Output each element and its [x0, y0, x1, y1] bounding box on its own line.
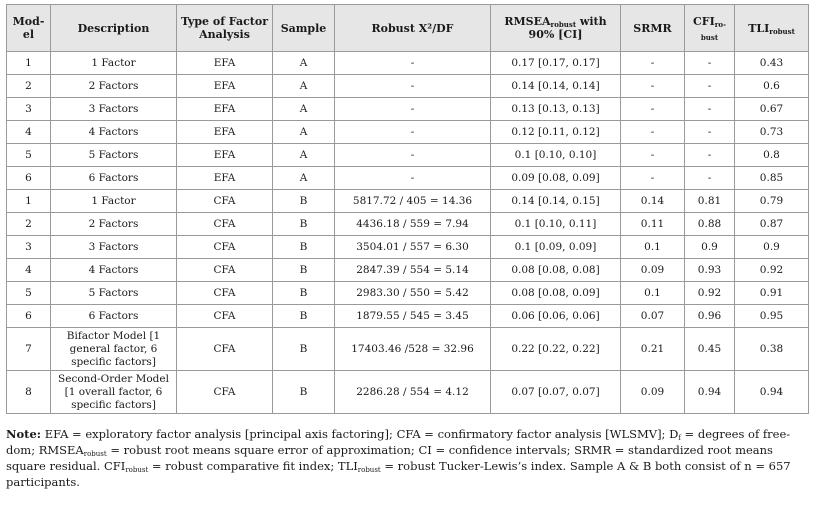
cell-tli: 0.91	[735, 282, 809, 305]
cell-type: CFA	[177, 328, 273, 371]
table-note	[6, 426, 808, 490]
cell-cfi: 0.93	[685, 259, 735, 282]
cell-model: 6	[7, 305, 51, 328]
cell-rmsea: 0.14 [0.14, 0.14]	[491, 75, 621, 98]
cell-cfi: 0.9	[685, 236, 735, 259]
cell-cfi: 0.45	[685, 328, 735, 371]
table-row	[7, 121, 809, 144]
table-body	[7, 52, 809, 414]
cell-chi-square-df: 4436.18 / 559 = 7.94	[335, 213, 491, 236]
cell-type: CFA	[177, 371, 273, 414]
cell-sample: B	[273, 328, 335, 371]
cell-model: 2	[7, 75, 51, 98]
cell-description: 2 Factors	[51, 75, 177, 98]
cell-description: 6 Factors	[51, 167, 177, 190]
cell-chi-square-df: 1879.55 / 545 = 3.45	[335, 305, 491, 328]
cell-tli: 0.9	[735, 236, 809, 259]
cell-type: EFA	[177, 121, 273, 144]
fit-indices-table-container	[6, 4, 808, 414]
header-rmsea	[491, 5, 621, 52]
cell-type: CFA	[177, 236, 273, 259]
cell-srmr: 0.09	[621, 259, 685, 282]
table-row	[7, 167, 809, 190]
cell-srmr: -	[621, 52, 685, 75]
note-text-2: = degrees of free-dom; RMSEA	[6, 427, 791, 457]
cell-sample: A	[273, 52, 335, 75]
cell-model: 2	[7, 213, 51, 236]
note-label: Note:	[6, 427, 42, 441]
cell-description: 1 Factor	[51, 190, 177, 213]
cell-cfi: -	[685, 75, 735, 98]
note-tli-sub: robust	[357, 466, 381, 474]
cell-rmsea: 0.1 [0.10, 0.11]	[491, 213, 621, 236]
cell-description: 4 Factors	[51, 259, 177, 282]
cell-description: Second-Order Model [1 overall factor, 6 specific factors]	[51, 371, 177, 414]
cell-chi-square-df: -	[335, 98, 491, 121]
cell-tli: 0.8	[735, 144, 809, 167]
cell-model: 1	[7, 52, 51, 75]
table-row	[7, 282, 809, 305]
cell-type: EFA	[177, 52, 273, 75]
cell-description: Bifactor Model [1 general factor, 6 specific factors]	[51, 328, 177, 371]
cell-description: 3 Factors	[51, 236, 177, 259]
cell-rmsea: 0.13 [0.13, 0.13]	[491, 98, 621, 121]
note-cfi-sub: robust	[125, 466, 149, 474]
header-sample: Sample	[273, 5, 335, 52]
cell-model: 4	[7, 121, 51, 144]
cell-rmsea: 0.07 [0.07, 0.07]	[491, 371, 621, 414]
cell-cfi: -	[685, 52, 735, 75]
header-tli-main: TLI	[748, 21, 770, 35]
table-header-row	[7, 5, 809, 52]
table-row	[7, 328, 809, 371]
cell-tli: 0.6	[735, 75, 809, 98]
cell-cfi: 0.81	[685, 190, 735, 213]
cell-model: 8	[7, 371, 51, 414]
cell-description: 3 Factors	[51, 98, 177, 121]
table-row	[7, 305, 809, 328]
table-row	[7, 371, 809, 414]
note-text-4: = robust comparative fit index; TLI	[148, 459, 358, 473]
note-rmsea-sub: robust	[83, 450, 107, 458]
cell-type: CFA	[177, 305, 273, 328]
cell-chi-square-df: 2983.30 / 550 = 5.42	[335, 282, 491, 305]
cell-sample: B	[273, 236, 335, 259]
cell-sample: A	[273, 167, 335, 190]
cell-tli: 0.43	[735, 52, 809, 75]
table-row	[7, 213, 809, 236]
cell-type: EFA	[177, 144, 273, 167]
cell-model: 5	[7, 282, 51, 305]
cell-chi-square-df: 3504.01 / 557 = 6.30	[335, 236, 491, 259]
table-row	[7, 98, 809, 121]
cell-srmr: 0.1	[621, 282, 685, 305]
cell-model: 5	[7, 144, 51, 167]
cell-description: 5 Factors	[51, 144, 177, 167]
header-rmsea-rest: with 90% [CI]	[528, 15, 607, 41]
cell-sample: B	[273, 259, 335, 282]
cell-sample: A	[273, 75, 335, 98]
cell-chi-square-df: 2286.28 / 554 = 4.12	[335, 371, 491, 414]
cell-cfi: -	[685, 144, 735, 167]
cell-description: 4 Factors	[51, 121, 177, 144]
cell-cfi: 0.88	[685, 213, 735, 236]
cell-description: 6 Factors	[51, 305, 177, 328]
cell-cfi: -	[685, 167, 735, 190]
cell-srmr: 0.14	[621, 190, 685, 213]
cell-sample: B	[273, 190, 335, 213]
cell-srmr: -	[621, 98, 685, 121]
cell-type: EFA	[177, 167, 273, 190]
cell-tli: 0.85	[735, 167, 809, 190]
cell-tli: 0.73	[735, 121, 809, 144]
cell-srmr: -	[621, 75, 685, 98]
cell-description: 2 Factors	[51, 213, 177, 236]
cell-type: CFA	[177, 259, 273, 282]
cell-model: 7	[7, 328, 51, 371]
table-row	[7, 190, 809, 213]
cell-sample: B	[273, 305, 335, 328]
table-row	[7, 144, 809, 167]
cell-sample: A	[273, 121, 335, 144]
cell-sample: A	[273, 98, 335, 121]
cell-srmr: 0.1	[621, 236, 685, 259]
cell-sample: B	[273, 282, 335, 305]
cell-cfi: 0.94	[685, 371, 735, 414]
cell-type: EFA	[177, 75, 273, 98]
cell-chi-square-df: 5817.72 / 405 = 14.36	[335, 190, 491, 213]
cell-chi-square-df: -	[335, 52, 491, 75]
cell-model: 6	[7, 167, 51, 190]
cell-description: 5 Factors	[51, 282, 177, 305]
header-model: Mod-el	[7, 5, 51, 52]
cell-sample: A	[273, 144, 335, 167]
note-text-1: EFA = exploratory factor analysis [principal axis factoring]; CFA = confirmatory factor analysis [WLSMV]; D	[41, 427, 679, 441]
table-row	[7, 259, 809, 282]
cell-rmsea: 0.08 [0.08, 0.09]	[491, 282, 621, 305]
cell-cfi: 0.96	[685, 305, 735, 328]
note-text-3: = robust root means square error of approximation; CI = confidence intervals; SRMR = standardized root means square residual. CFI	[6, 443, 773, 473]
header-cfi-sub: ro-bust	[700, 20, 726, 42]
cell-sample: B	[273, 213, 335, 236]
table-row	[7, 236, 809, 259]
cell-rmsea: 0.06 [0.06, 0.06]	[491, 305, 621, 328]
cell-chi-square-df: 17403.46 /528 = 32.96	[335, 328, 491, 371]
cell-rmsea: 0.17 [0.17, 0.17]	[491, 52, 621, 75]
cell-srmr: 0.21	[621, 328, 685, 371]
cell-description: 1 Factor	[51, 52, 177, 75]
header-chi: Robust X²/DF	[335, 5, 491, 52]
cell-srmr: 0.07	[621, 305, 685, 328]
header-tli-sub: robust	[769, 26, 795, 36]
cell-chi-square-df: -	[335, 144, 491, 167]
note-df-sub: f	[678, 434, 681, 442]
cell-tli: 0.79	[735, 190, 809, 213]
cell-rmsea: 0.09 [0.08, 0.09]	[491, 167, 621, 190]
cell-rmsea: 0.14 [0.14, 0.15]	[491, 190, 621, 213]
cell-tli: 0.92	[735, 259, 809, 282]
cell-sample: B	[273, 371, 335, 414]
cell-srmr: -	[621, 121, 685, 144]
cell-model: 3	[7, 236, 51, 259]
cell-type: CFA	[177, 213, 273, 236]
cell-cfi: 0.92	[685, 282, 735, 305]
cell-rmsea: 0.1 [0.10, 0.10]	[491, 144, 621, 167]
cell-cfi: -	[685, 121, 735, 144]
cell-tli: 0.87	[735, 213, 809, 236]
header-cfi-main: CFI	[693, 15, 715, 28]
cell-tli: 0.38	[735, 328, 809, 371]
cell-srmr: 0.11	[621, 213, 685, 236]
header-description: Description	[51, 5, 177, 52]
cell-model: 4	[7, 259, 51, 282]
note-text-5: = robust Tucker-Lewis’s index. Sample A & B both consist of n = 657 participants.	[6, 459, 791, 489]
fit-indices-table	[6, 4, 809, 414]
cell-rmsea: 0.12 [0.11, 0.12]	[491, 121, 621, 144]
header-tli	[735, 5, 809, 52]
table-row	[7, 52, 809, 75]
cell-srmr: 0.09	[621, 371, 685, 414]
cell-type: CFA	[177, 190, 273, 213]
cell-chi-square-df: -	[335, 121, 491, 144]
cell-chi-square-df: 2847.39 / 554 = 5.14	[335, 259, 491, 282]
table-row	[7, 75, 809, 98]
cell-model: 3	[7, 98, 51, 121]
header-srmr: SRMR	[621, 5, 685, 52]
cell-srmr: -	[621, 167, 685, 190]
cell-rmsea: 0.08 [0.08, 0.08]	[491, 259, 621, 282]
cell-cfi: -	[685, 98, 735, 121]
cell-rmsea: 0.22 [0.22, 0.22]	[491, 328, 621, 371]
header-cfi	[685, 5, 735, 52]
cell-tli: 0.94	[735, 371, 809, 414]
cell-chi-square-df: -	[335, 75, 491, 98]
cell-chi-square-df: -	[335, 167, 491, 190]
cell-type: EFA	[177, 98, 273, 121]
cell-model: 1	[7, 190, 51, 213]
cell-type: CFA	[177, 282, 273, 305]
header-rmsea-main: RMSEA	[504, 15, 551, 28]
header-rmsea-sub: robust	[550, 20, 577, 29]
cell-tli: 0.67	[735, 98, 809, 121]
header-type: Type of Factor Analysis	[177, 5, 273, 52]
cell-srmr: -	[621, 144, 685, 167]
cell-tli: 0.95	[735, 305, 809, 328]
cell-rmsea: 0.1 [0.09, 0.09]	[491, 236, 621, 259]
